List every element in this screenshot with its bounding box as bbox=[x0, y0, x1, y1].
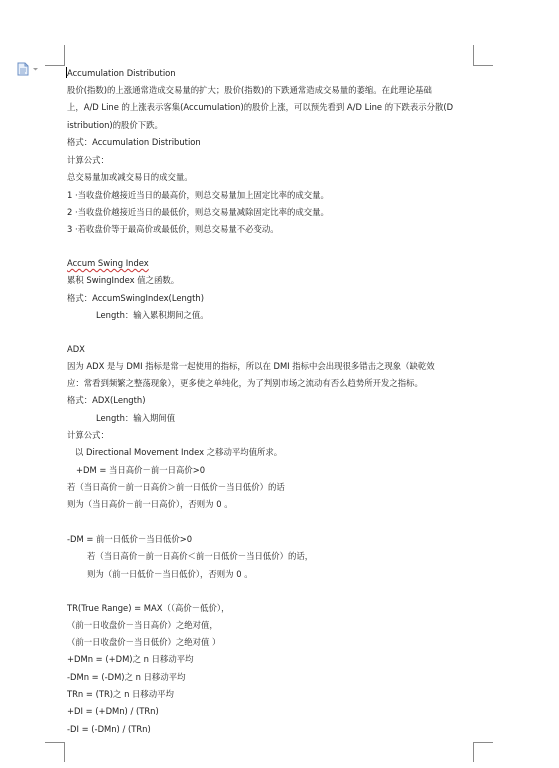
document-options-icon[interactable] bbox=[16, 61, 42, 75]
formula-line: -DM = 前一日低价－当日低价>0 bbox=[67, 534, 193, 544]
format-line: 格式：Accumulation Distribution bbox=[67, 137, 201, 147]
formula-line: +DI = (+DMn) / (TRn) bbox=[67, 706, 159, 716]
formula-line: +DMn = (+DM)之 n 日移动平均 bbox=[67, 654, 194, 664]
heading-adx: ADX bbox=[67, 344, 85, 354]
crop-mark-top-left-v bbox=[64, 45, 65, 65]
formula-line: -DMn = (-DM)之 n 日移动平均 bbox=[67, 672, 186, 682]
list-item: 1 ·当收盘价越接近当日的最高价，则总交易量加上固定比率的成交量。 bbox=[67, 190, 329, 200]
crop-mark-bottom-left-v bbox=[64, 742, 65, 762]
heading-accum-swing-index: Accum Swing Index bbox=[67, 258, 149, 268]
formula-label: 计算公式： bbox=[67, 155, 109, 165]
list-item: 2 ·当收盘价越接近当日的最低价，则总交易量减除固定比率的成交量。 bbox=[67, 207, 329, 217]
crop-mark-top-right-h bbox=[473, 65, 493, 66]
text-line: 因为 ADX 是与 DMI 指标是常一起使用的指标，所以在 DMI 指标中会出现很多错击之现象（缺乾效 bbox=[67, 361, 435, 371]
crop-mark-top-right-v bbox=[473, 45, 474, 65]
crop-mark-bottom-right-h bbox=[473, 742, 493, 743]
crop-mark-top-left-h bbox=[45, 65, 65, 66]
text-line: 股价(指数)的上涨通常造成交易量的扩大；股价(指数)的下跌通常造成交易量的萎缩。在此理论基础 bbox=[67, 85, 432, 95]
text-line: 应：常看到频繁之整荡现象），更多使之单纯化，为了判别市场之流动有否么趋势所开发之指标。 bbox=[67, 378, 423, 388]
text-line: 总交易量加或减交易日的成交量。 bbox=[67, 172, 193, 182]
formula-line: 若（当日高价－前一日高价＜前一日低价－当日低价）的话， bbox=[87, 551, 314, 561]
text-line: 累积 SwingIndex 值之函数。 bbox=[67, 275, 180, 285]
formula-line: +DM = 当日高价－前一日高价>0 bbox=[76, 465, 206, 475]
formula-line: TRn = (TR)之 n 日移动平均 bbox=[67, 689, 174, 699]
formula-line: TR(True Range) = MAX（（高价－低价）， bbox=[67, 603, 230, 613]
crop-mark-bottom-right-v bbox=[473, 742, 474, 762]
formula-line: （前一日收盘价－当日高价）之绝对值， bbox=[67, 620, 218, 630]
formula-line: 则为（当日高价－前一日高价），否则为 0 。 bbox=[67, 499, 233, 509]
formula-line: （前一日收盘价－当日低价）之绝对值 ） bbox=[67, 637, 221, 647]
parameter-line: Length：输入期间值 bbox=[96, 413, 176, 423]
formula-line: 则为（前一日低价－当日低价），否则为 0 。 bbox=[87, 569, 253, 579]
text-line: istribution)的股价下跌。 bbox=[67, 120, 163, 130]
formula-label: 计算公式： bbox=[67, 430, 109, 440]
format-line: 格式：AccumSwingIndex(Length) bbox=[67, 293, 204, 303]
list-item: 3 ·若收盘价等于最高价或最低价，则总交易量不必变动。 bbox=[67, 224, 279, 234]
text-line: 上，A/D Line 的上涨表示客集(Accumulation)的股价上涨，可以预先看到 A/D Line 的下跌表示分散(D bbox=[67, 102, 454, 112]
formula-line: -DI = (-DMn) / (TRn) bbox=[67, 724, 151, 734]
formula-line: 若（当日高价－前一日高价＞前一日低价－当日低价）的话 bbox=[67, 482, 285, 492]
heading-accumulation-distribution: Accumulation Distribution bbox=[67, 68, 176, 78]
text-line: 以 Directional Movement Index 之移动平均值所求。 bbox=[75, 447, 283, 457]
format-line: 格式：ADX(Length) bbox=[67, 395, 146, 405]
crop-mark-bottom-left-h bbox=[45, 742, 65, 743]
parameter-line: Length：输入累积期间之值。 bbox=[96, 310, 209, 320]
